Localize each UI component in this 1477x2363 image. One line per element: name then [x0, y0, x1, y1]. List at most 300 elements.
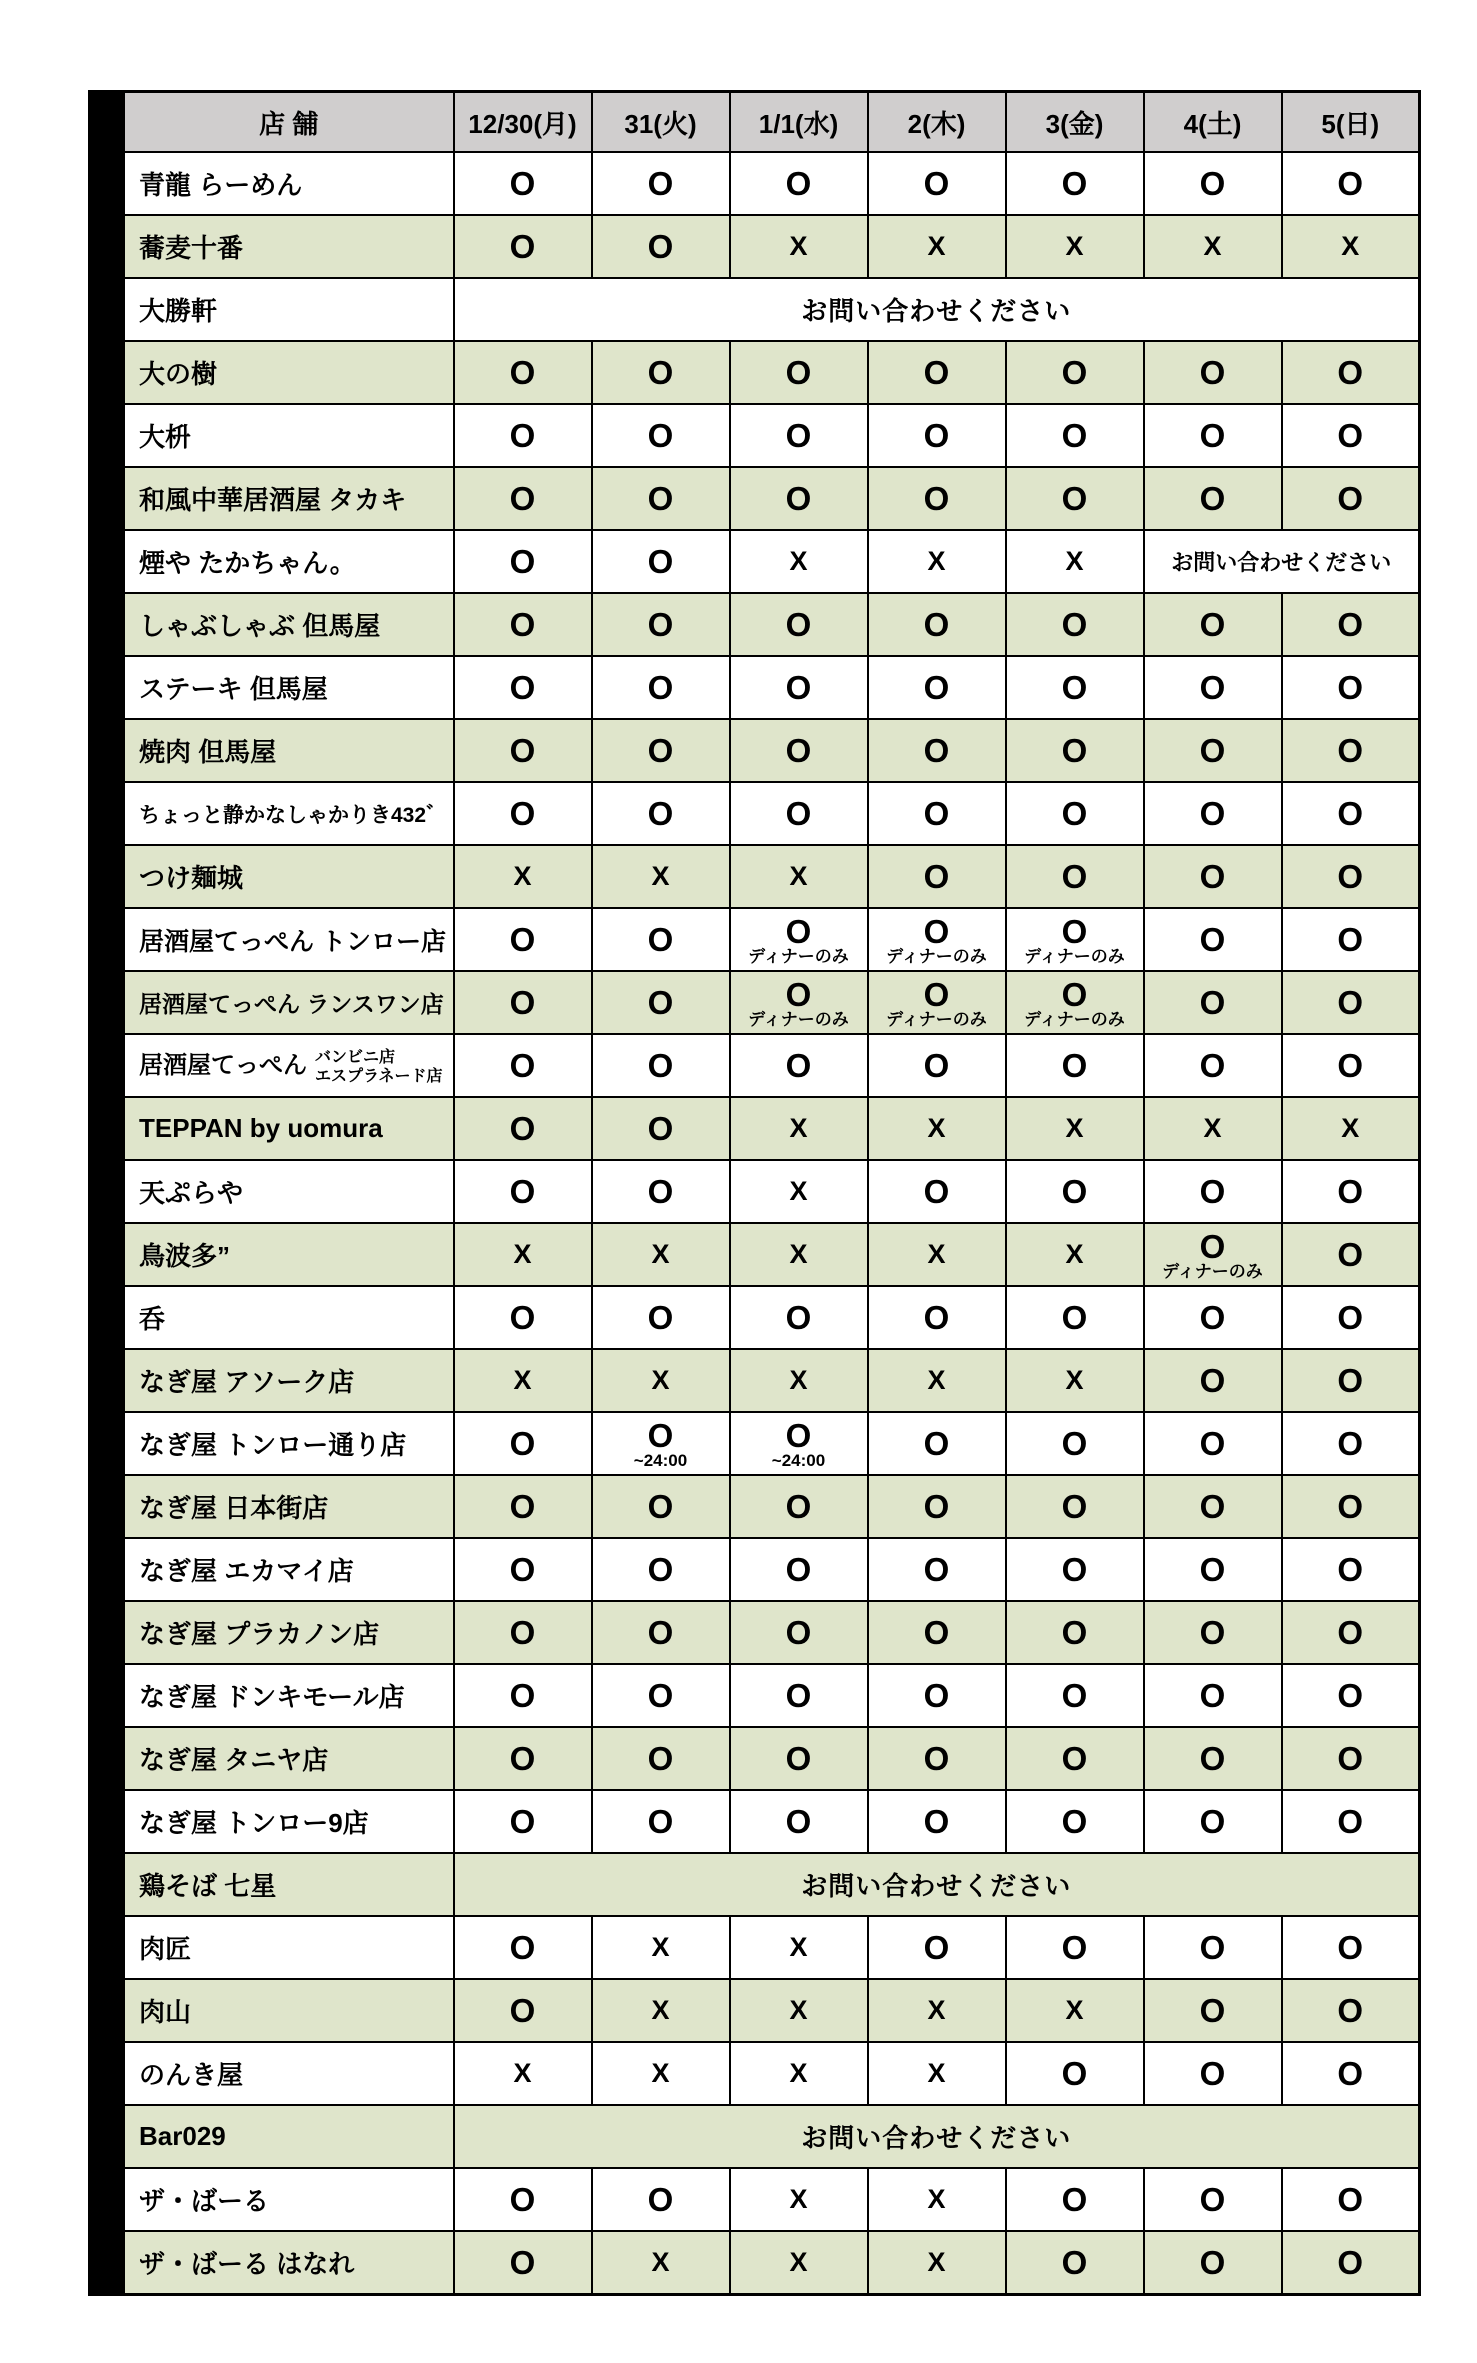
open-symbol: O	[1199, 1488, 1226, 1525]
open-symbol: O	[1199, 1228, 1226, 1266]
status-open-cell	[592, 1475, 730, 1538]
closed-symbol: X	[789, 1239, 808, 1269]
table-row	[124, 1538, 1420, 1601]
shop-name-label: 鶏そば 七星	[139, 1871, 277, 1901]
open-symbol: O	[1061, 1425, 1088, 1462]
open-symbol: O	[1337, 669, 1364, 706]
status-open-cell	[454, 1790, 592, 1853]
closed-symbol: X	[789, 2184, 808, 2214]
closed-symbol: X	[1203, 231, 1222, 261]
open-symbol: O	[785, 795, 812, 832]
status-open-cell	[868, 404, 1006, 467]
open-symbol: O	[923, 795, 950, 832]
status-open-cell	[1282, 2042, 1420, 2105]
shop-name-label: ステーキ 但馬屋	[139, 674, 328, 704]
open-symbol: O	[509, 165, 536, 202]
open-symbol: O	[923, 1173, 950, 1210]
status-open-cell	[1282, 593, 1420, 656]
shop-name-label: ザ・ばーる はなれ	[139, 2248, 355, 2279]
open-symbol: O	[923, 1929, 950, 1966]
status-open-cell	[1006, 341, 1144, 404]
open-symbol: O	[509, 795, 536, 832]
status-open-cell	[454, 782, 592, 845]
table-row	[124, 1664, 1420, 1727]
open-symbol: O	[1337, 984, 1364, 1021]
closed-symbol: X	[1065, 231, 1084, 261]
shop-name	[124, 1286, 454, 1349]
status-closed-cell	[730, 2042, 868, 2105]
shop-name	[124, 152, 454, 215]
left-accent-bar	[88, 90, 122, 2296]
table-row	[124, 1727, 1420, 1790]
status-closed-cell	[454, 2042, 592, 2105]
status-closed-cell	[1144, 215, 1282, 278]
status-closed-cell	[454, 1223, 592, 1286]
status-open-cell	[1282, 2231, 1420, 2294]
table-row	[124, 215, 1420, 278]
status-open-cell	[1006, 1475, 1144, 1538]
shop-name-label: 青龍 らーめん	[139, 170, 303, 200]
open-symbol: O	[1199, 1362, 1226, 1399]
shop-name-label: 蕎麦十番	[139, 233, 244, 263]
open-symbol: O	[1061, 669, 1088, 706]
status-open-cell	[730, 341, 868, 404]
status-open-cell	[1144, 1601, 1282, 1664]
open-symbol: O	[1061, 2055, 1088, 2092]
table-row	[124, 2105, 1420, 2168]
status-open-cell	[592, 719, 730, 782]
table-row	[124, 1286, 1420, 1349]
status-closed-cell	[1282, 1097, 1420, 1160]
shop-name-label: 呑	[139, 1304, 166, 1334]
shop-name-label: 大勝軒	[139, 296, 218, 326]
shop-name	[124, 971, 454, 1034]
status-note: ディナーのみ	[886, 1010, 987, 1030]
open-symbol: O	[1199, 1047, 1226, 1084]
status-open-cell	[1144, 1538, 1282, 1601]
status-open-cell	[1144, 782, 1282, 845]
shop-name	[124, 278, 454, 341]
open-symbol: O	[647, 732, 674, 769]
shop-name-label: ザ・ばーる	[139, 2186, 270, 2216]
status-open-cell	[1006, 1601, 1144, 1664]
open-symbol: O	[1061, 1488, 1088, 1525]
open-symbol: O	[1061, 606, 1088, 643]
open-symbol: O	[509, 1047, 536, 1084]
open-symbol: O	[1061, 1047, 1088, 1084]
shop-name-label: 鳥波多”	[139, 1241, 231, 1271]
status-open-cell	[592, 1538, 730, 1601]
shop-name	[124, 1223, 454, 1286]
status-open-cell	[1144, 719, 1282, 782]
status-open-cell	[454, 152, 592, 215]
table-row	[124, 782, 1420, 845]
status-open-cell	[868, 593, 1006, 656]
open-symbol: O	[1199, 1425, 1226, 1462]
status-open-cell	[1282, 1160, 1420, 1223]
open-symbol: O	[785, 1551, 812, 1588]
table-row	[124, 1475, 1420, 1538]
status-open-cell	[1282, 2168, 1420, 2231]
open-symbol: O	[923, 1740, 950, 1777]
status-open-cell	[1144, 1664, 1282, 1727]
status-open-cell	[454, 971, 592, 1034]
open-symbol: O	[647, 606, 674, 643]
status-open-with-note-cell	[1006, 971, 1144, 1034]
status-closed-cell	[868, 2231, 1006, 2294]
status-open-cell	[454, 404, 592, 467]
status-open-cell	[454, 1034, 592, 1097]
table-row	[124, 1160, 1420, 1223]
open-symbol: O	[923, 858, 950, 895]
shop-name-label: 肉山	[139, 1997, 192, 2027]
status-open-cell	[1144, 1160, 1282, 1223]
open-symbol: O	[785, 976, 812, 1014]
status-closed-cell	[592, 2231, 730, 2294]
closed-symbol: X	[789, 1365, 808, 1395]
status-open-cell	[592, 1727, 730, 1790]
open-symbol: O	[647, 669, 674, 706]
status-open-cell	[1282, 1034, 1420, 1097]
open-symbol: O	[785, 732, 812, 769]
open-symbol: O	[509, 669, 536, 706]
open-symbol: O	[1199, 1740, 1226, 1777]
status-open-cell	[1006, 719, 1144, 782]
status-open-cell	[868, 1475, 1006, 1538]
status-open-cell	[1006, 1664, 1144, 1727]
status-closed-cell	[1282, 215, 1420, 278]
open-symbol: O	[1061, 1614, 1088, 1651]
header-date-0: 12/30(月)	[454, 92, 592, 153]
open-symbol: O	[923, 1551, 950, 1588]
status-open-cell	[1144, 656, 1282, 719]
open-symbol: O	[1061, 858, 1088, 895]
status-open-cell	[1006, 1160, 1144, 1223]
status-open-cell	[868, 152, 1006, 215]
shop-name	[124, 1916, 454, 1979]
shop-name	[124, 341, 454, 404]
status-closed-cell	[868, 530, 1006, 593]
open-symbol: O	[785, 1488, 812, 1525]
table-row	[124, 1349, 1420, 1412]
open-symbol: O	[647, 417, 674, 454]
open-symbol: O	[1337, 1929, 1364, 1966]
shop-name-label: 天ぷらや	[139, 1178, 244, 1208]
open-symbol: O	[923, 480, 950, 517]
status-open-cell	[454, 1916, 592, 1979]
open-symbol: O	[509, 1110, 536, 1147]
status-open-cell	[1144, 908, 1282, 971]
status-open-cell	[1006, 2042, 1144, 2105]
shop-name-label: ちょっと静かなしゃかりき432゛	[139, 803, 448, 827]
open-symbol: O	[1337, 1992, 1364, 2029]
closed-symbol: X	[513, 1239, 532, 1269]
shop-name	[124, 404, 454, 467]
shop-name-label: 和風中華居酒屋 タカキ	[139, 485, 407, 515]
open-symbol: O	[1061, 165, 1088, 202]
open-symbol: O	[1061, 1299, 1088, 1336]
status-note: ~24:00	[633, 1451, 688, 1471]
closed-symbol: X	[927, 2246, 946, 2277]
status-open-cell	[454, 1412, 592, 1475]
closed-symbol: X	[789, 546, 808, 576]
status-open-cell	[868, 782, 1006, 845]
closed-symbol: X	[927, 1995, 946, 2025]
header-row	[124, 92, 1420, 153]
open-symbol: O	[785, 669, 812, 706]
closed-symbol: X	[927, 231, 946, 261]
closed-symbol: X	[927, 1113, 946, 1143]
open-symbol: O	[1199, 480, 1226, 517]
open-symbol: O	[509, 1551, 536, 1588]
status-closed-cell	[730, 2231, 868, 2294]
header-date-1: 31(火)	[592, 92, 730, 153]
open-symbol: O	[923, 1677, 950, 1714]
open-symbol: O	[647, 1110, 674, 1147]
open-symbol: O	[647, 543, 674, 580]
shop-name	[124, 593, 454, 656]
open-symbol: O	[1199, 2181, 1226, 2218]
open-symbol: O	[1061, 2243, 1088, 2281]
shop-name	[124, 1475, 454, 1538]
status-open-cell	[1144, 404, 1282, 467]
open-symbol: O	[1199, 1614, 1226, 1651]
open-symbol: O	[923, 354, 950, 391]
open-symbol: O	[923, 1299, 950, 1336]
open-symbol: O	[509, 417, 536, 454]
closed-symbol: X	[651, 1995, 670, 2025]
open-symbol: O	[1337, 1362, 1364, 1399]
shop-name	[124, 1097, 454, 1160]
open-symbol: O	[923, 732, 950, 769]
shop-name	[124, 1160, 454, 1223]
status-closed-cell	[1006, 1979, 1144, 2042]
open-symbol: O	[647, 1299, 674, 1336]
status-open-cell	[868, 341, 1006, 404]
status-open-cell	[454, 1097, 592, 1160]
status-open-cell	[454, 2168, 592, 2231]
status-open-cell	[454, 1475, 592, 1538]
status-open-cell	[1282, 1916, 1420, 1979]
open-symbol: O	[1337, 165, 1364, 202]
closed-symbol: X	[513, 1365, 532, 1395]
shop-name	[124, 719, 454, 782]
status-open-cell	[1144, 971, 1282, 1034]
table-row	[124, 1412, 1420, 1475]
status-closed-cell	[592, 845, 730, 908]
open-symbol: O	[785, 1803, 812, 1840]
shop-name	[124, 1538, 454, 1601]
open-symbol: O	[1061, 2181, 1088, 2218]
open-symbol: O	[509, 1488, 536, 1525]
status-open-cell	[730, 1790, 868, 1853]
table-row	[124, 467, 1420, 530]
open-symbol: O	[647, 1740, 674, 1777]
shop-name	[124, 1349, 454, 1412]
status-open-cell	[1282, 1223, 1420, 1286]
table-row	[124, 152, 1420, 215]
shop-name	[124, 467, 454, 530]
closed-symbol: X	[1065, 546, 1084, 576]
open-symbol: O	[509, 2181, 536, 2218]
open-symbol: O	[1337, 1236, 1364, 1273]
status-closed-cell	[868, 1097, 1006, 1160]
closed-symbol: X	[513, 2058, 532, 2088]
status-open-cell	[1144, 2168, 1282, 2231]
closed-symbol: X	[651, 1932, 670, 1962]
status-open-cell	[592, 404, 730, 467]
shop-name	[124, 782, 454, 845]
status-open-cell	[1006, 2231, 1144, 2294]
table-row	[124, 845, 1420, 908]
holiday-schedule-table	[122, 90, 1421, 2296]
table-row	[124, 1790, 1420, 1853]
header-shop-column: 店 舗	[124, 92, 454, 153]
table-row	[124, 2231, 1420, 2294]
open-symbol: O	[509, 984, 536, 1021]
status-open-cell	[1006, 1727, 1144, 1790]
closed-symbol: X	[789, 2246, 808, 2277]
open-symbol: O	[1061, 795, 1088, 832]
open-symbol: O	[1061, 1803, 1088, 1840]
status-open-cell	[1144, 467, 1282, 530]
status-open-cell	[730, 1664, 868, 1727]
status-open-with-note-cell	[592, 1412, 730, 1475]
closed-symbol: X	[789, 1995, 808, 2025]
status-open-cell	[454, 1727, 592, 1790]
status-open-cell	[1282, 1538, 1420, 1601]
table-row	[124, 1097, 1420, 1160]
status-open-cell	[1144, 152, 1282, 215]
open-symbol: O	[1337, 2181, 1364, 2218]
status-open-cell	[868, 1601, 1006, 1664]
closed-symbol: X	[1203, 1113, 1222, 1143]
status-open-cell	[454, 1160, 592, 1223]
status-open-cell	[1282, 908, 1420, 971]
shop-name-label: なぎ屋 タニヤ店	[139, 1745, 329, 1775]
status-closed-cell	[592, 1349, 730, 1412]
open-symbol: O	[1199, 165, 1226, 202]
status-closed-cell	[1006, 215, 1144, 278]
status-open-cell	[592, 1286, 730, 1349]
header-date-2: 1/1(水)	[730, 92, 868, 153]
status-open-cell	[592, 593, 730, 656]
closed-symbol: X	[789, 2058, 808, 2088]
status-closed-cell	[1006, 1097, 1144, 1160]
status-open-cell	[868, 845, 1006, 908]
status-closed-cell	[730, 1979, 868, 2042]
status-open-cell	[1144, 1475, 1282, 1538]
status-open-cell	[730, 656, 868, 719]
shop-name-label: 煙や たかちゃん。	[139, 548, 356, 578]
open-symbol: O	[1337, 1047, 1364, 1084]
table-row	[124, 341, 1420, 404]
open-symbol: O	[785, 1299, 812, 1336]
open-symbol: O	[1337, 1425, 1364, 1462]
status-open-with-note-cell	[868, 971, 1006, 1034]
open-symbol: O	[785, 1614, 812, 1651]
status-open-cell	[592, 1790, 730, 1853]
open-symbol: O	[1337, 480, 1364, 517]
status-open-cell	[1144, 341, 1282, 404]
closed-symbol: X	[927, 1239, 946, 1269]
open-symbol: O	[785, 1677, 812, 1714]
open-symbol: O	[923, 1803, 950, 1840]
status-open-cell	[1282, 152, 1420, 215]
status-open-cell	[592, 656, 730, 719]
open-symbol: O	[785, 165, 812, 202]
header-date-5: 4(土)	[1144, 92, 1282, 153]
status-open-cell	[1282, 1727, 1420, 1790]
open-symbol: O	[785, 354, 812, 391]
open-symbol: O	[647, 228, 674, 265]
shop-name-sub-label	[315, 1048, 443, 1086]
open-symbol: O	[509, 921, 536, 958]
status-open-with-note-cell	[730, 908, 868, 971]
status-open-cell	[1282, 1475, 1420, 1538]
status-open-cell	[1006, 845, 1144, 908]
status-open-cell	[1282, 1286, 1420, 1349]
table-row	[124, 971, 1420, 1034]
status-open-cell	[592, 215, 730, 278]
open-symbol: O	[509, 1992, 536, 2029]
status-open-cell	[454, 215, 592, 278]
status-open-with-note-cell	[1144, 1223, 1282, 1286]
status-open-cell	[1006, 593, 1144, 656]
status-open-cell	[730, 1286, 868, 1349]
status-open-cell	[592, 467, 730, 530]
status-closed-cell	[592, 1979, 730, 2042]
status-open-cell	[454, 530, 592, 593]
status-closed-cell	[730, 845, 868, 908]
status-open-cell	[1282, 1412, 1420, 1475]
open-symbol: O	[1199, 1803, 1226, 1840]
status-open-with-note-cell	[730, 1412, 868, 1475]
status-open-cell	[1006, 467, 1144, 530]
open-symbol: O	[1061, 732, 1088, 769]
shop-name-label: 居酒屋てっぺん	[139, 1052, 307, 1080]
shop-name-label: なぎ屋 エカマイ店	[139, 1556, 354, 1586]
contact-us-cell: お問い合わせください	[454, 1853, 1420, 1916]
shop-name	[124, 656, 454, 719]
shop-name	[124, 1979, 454, 2042]
shop-name-label: しゃぶしゃぶ 但馬屋	[139, 611, 381, 641]
status-closed-cell	[592, 2042, 730, 2105]
status-open-cell	[1144, 1727, 1282, 1790]
closed-symbol: X	[651, 2246, 670, 2277]
shop-name-label: なぎ屋 トンロー通り店	[139, 1430, 407, 1460]
open-symbol: O	[647, 1614, 674, 1651]
status-open-cell	[592, 530, 730, 593]
shop-name-label: 居酒屋てっぺん ランスワン店	[139, 991, 444, 1017]
table-row	[124, 719, 1420, 782]
open-symbol: O	[923, 606, 950, 643]
status-closed-cell	[730, 1916, 868, 1979]
shop-name-label: なぎ屋 ドンキモール店	[139, 1682, 405, 1712]
closed-symbol: X	[1065, 1113, 1084, 1143]
status-open-cell	[592, 152, 730, 215]
status-closed-cell	[730, 215, 868, 278]
closed-symbol: X	[789, 1113, 808, 1143]
status-open-cell	[454, 467, 592, 530]
status-note: ディナーのみ	[1024, 947, 1125, 967]
closed-symbol: X	[789, 1932, 808, 1962]
status-open-cell	[868, 1916, 1006, 1979]
status-open-cell	[592, 908, 730, 971]
status-open-cell	[1144, 1286, 1282, 1349]
status-open-cell	[868, 1286, 1006, 1349]
closed-symbol: X	[927, 2058, 946, 2088]
